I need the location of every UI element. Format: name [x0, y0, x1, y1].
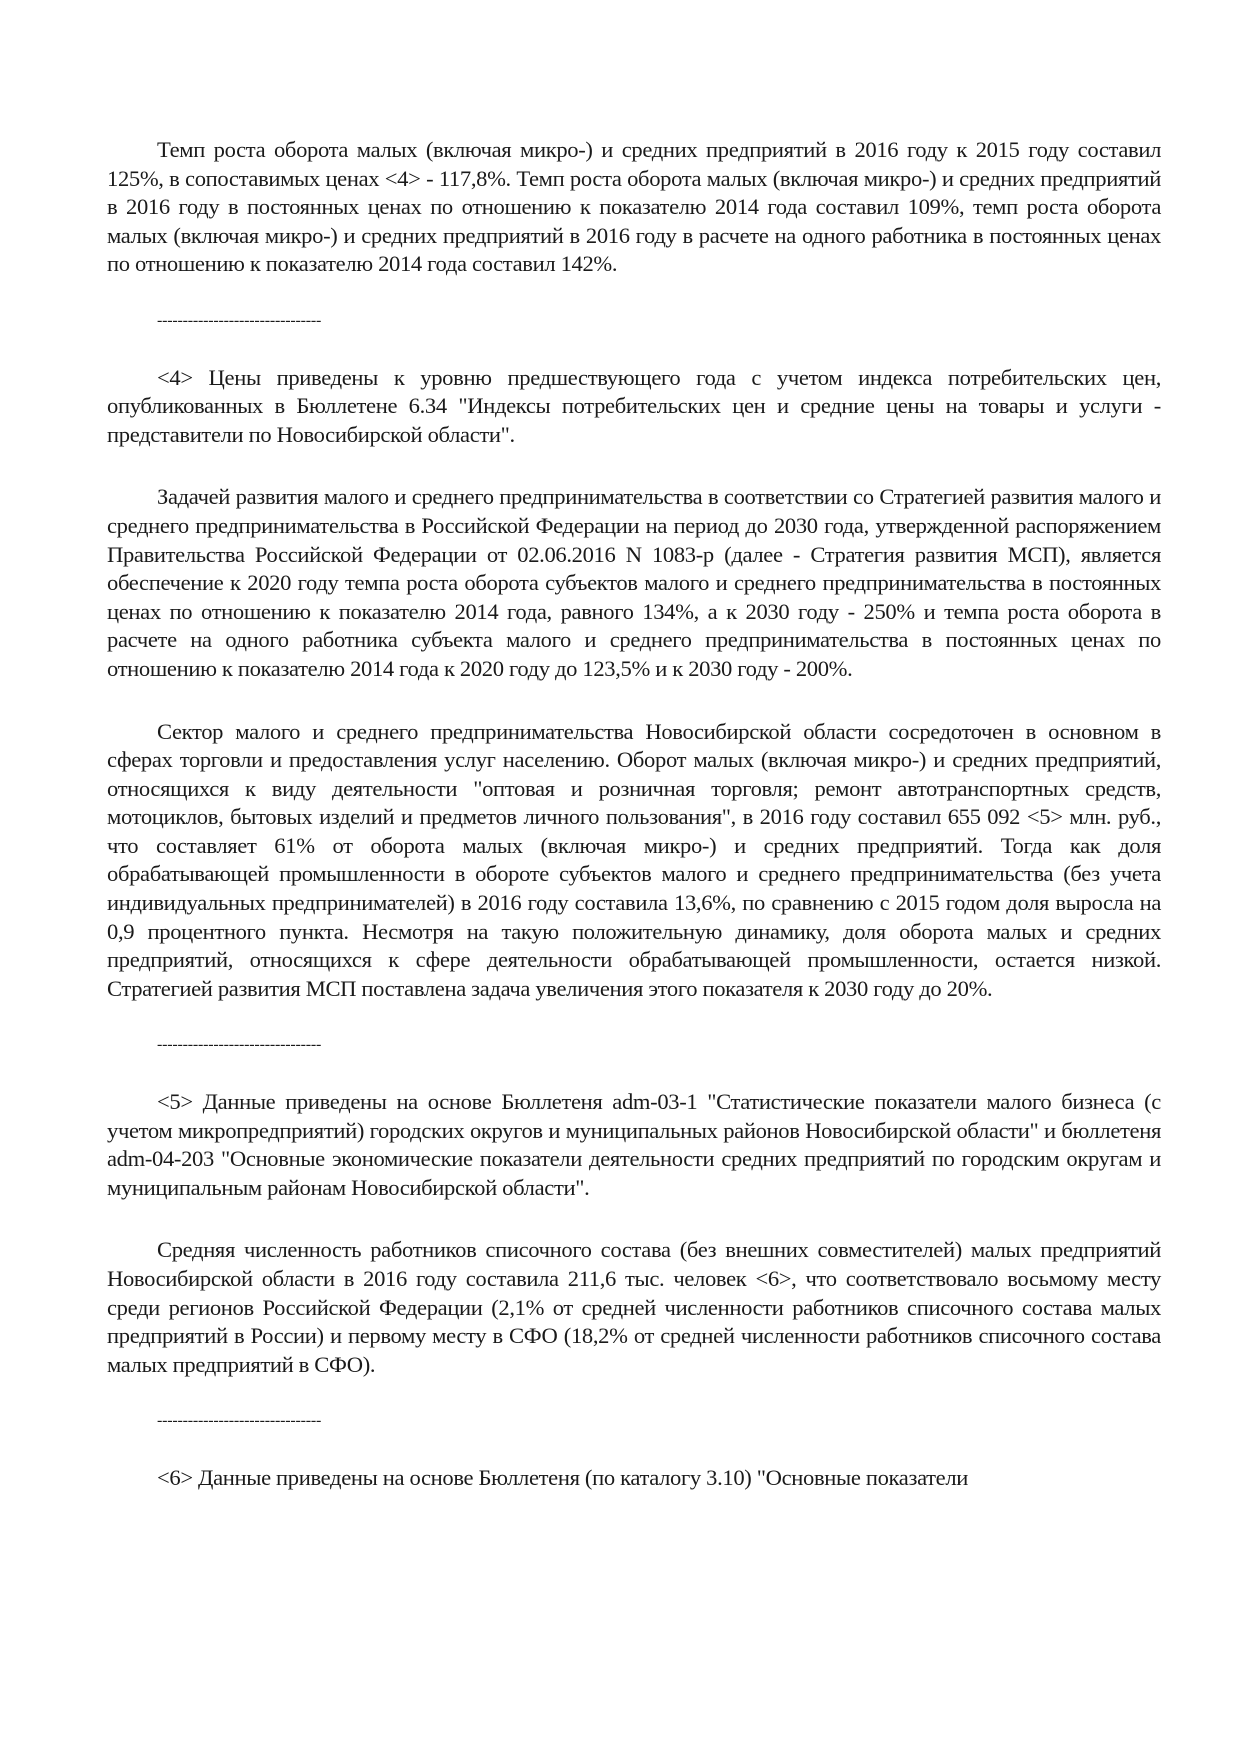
spacer — [107, 449, 1161, 483]
paragraph-employment: Средняя численность работников списочного состава (без внешних совместителей) малых предприятий Новосибирской области в 2016 году составила 211,6 тыс. человек <6>, что соответствовало восьмому месту среди регионов Российской Федерации (2,1% от средней численности работников списочного состава малых предприятий в России) и первому месту в СФО (18,2% от средней численности работников списочного состава малых предприятий в СФО). — [107, 1237, 1161, 1377]
spacer — [107, 1202, 1161, 1236]
spacer — [107, 336, 1161, 364]
paragraph-turnover-growth: Темп роста оборота малых (включая микро-) и средних предприятий в 2016 году к 2015 году составил 125%, в сопоставимых ценах <4> - 117,8%. Темп роста оборота малых (включая микро-) и средних предприятий в 2016 году в постоянных ценах по отношению к показателю 2014 года составил 109%, темп роста оборота малых (включая микро-) и средних предприятий в 2016 году в расчете на одного работника в постоянных ценах по отношению к показателю 2014 года составил 142%. — [107, 137, 1161, 277]
footnote-4: <4> Цены приведены к уровню предшествующего года с учетом индекса потребительских цен, опубликованных в Бюллетене 6.34 "Индексы потребительских цен и средние цены на товары и услуги - представители по Новосибирской области". — [107, 364, 1161, 447]
spacer — [107, 1379, 1161, 1407]
spacer — [107, 1003, 1161, 1031]
footnote-5: <5> Данные приведены на основе Бюллетеня adm-03-1 "Статистические показатели малого бизнеса (с учетом микропредприятий) городских округов и муниципальных районов Новосибирской области" и бюллетеня adm-04-203 "Основные экономические показатели деятельности средних предприятий по городским округам и муниципальным районам Новосибирской области". — [107, 1089, 1161, 1200]
paragraph-sector-structure: Сектор малого и среднего предпринимательства Новосибирской области сосредоточен в основном в сферах торговли и предоставления услуг населению. Оборот малых (включая микро-) и средних предприятий, относящихся к виду деятельности "оптовая и розничная торговля; ремонт автотранспортных средств, мотоциклов, бытовых изделий и предметов личного пользования", в 2016 году составил 655 092 <5> млн. руб., что составляет 61% от оборота малых (включая микро-) и средних предприятий. Тогда как доля обрабатывающей промышленности в обороте субъектов малого и среднего предпринимательства (без учета индивидуальных предпринимателей) в 2016 году составила 13,6%, по сравнению с 2015 годом доля выросла на 0,9 процентного пункта. Несмотря на такую положительную динамику, доля оборота малых и средних предприятий, относящихся к сфере деятельности обрабатывающей промышленности, остается низкой. Стратегией развития МСП поставлена задача увеличения этого показателя к 2030 году до 20%. — [107, 718, 1161, 1001]
document-page — [107, 136, 1161, 1493]
paragraph-strategy-goals: Задачей развития малого и среднего предпринимательства в соответствии со Стратегией развития малого и среднего предпринимательства в Российской Федерации на период до 2030 года, утвержденной распоряжением Правительства Российской Федерации от 02.06.2016 N 1083-р (далее - Стратегия развития МСП), является обеспечение к 2020 году темпа роста оборота субъектов малого и среднего предпринимательства в постоянных ценах по отношению к показателю 2014 года, равного 134%, а к 2030 году - 250% и темпа роста оборота в расчете на одного работника субъекта малого и среднего предпринимательства в постоянных ценах по отношению к показателю 2014 года к 2020 году до 123,5% и к 2030 году - 200%. — [107, 484, 1161, 681]
spacer — [107, 1060, 1161, 1088]
footnote-6: <6> Данные приведены на основе Бюллетеня (по каталогу 3.10) "Основные показатели — [157, 1464, 969, 1490]
footnote-separator: -------------------------------- — [157, 311, 322, 329]
spacer — [107, 1436, 1161, 1464]
footnote-separator: -------------------------------- — [157, 1412, 322, 1430]
spacer — [107, 279, 1161, 307]
spacer — [107, 684, 1161, 718]
footnote-separator: -------------------------------- — [157, 1036, 322, 1054]
